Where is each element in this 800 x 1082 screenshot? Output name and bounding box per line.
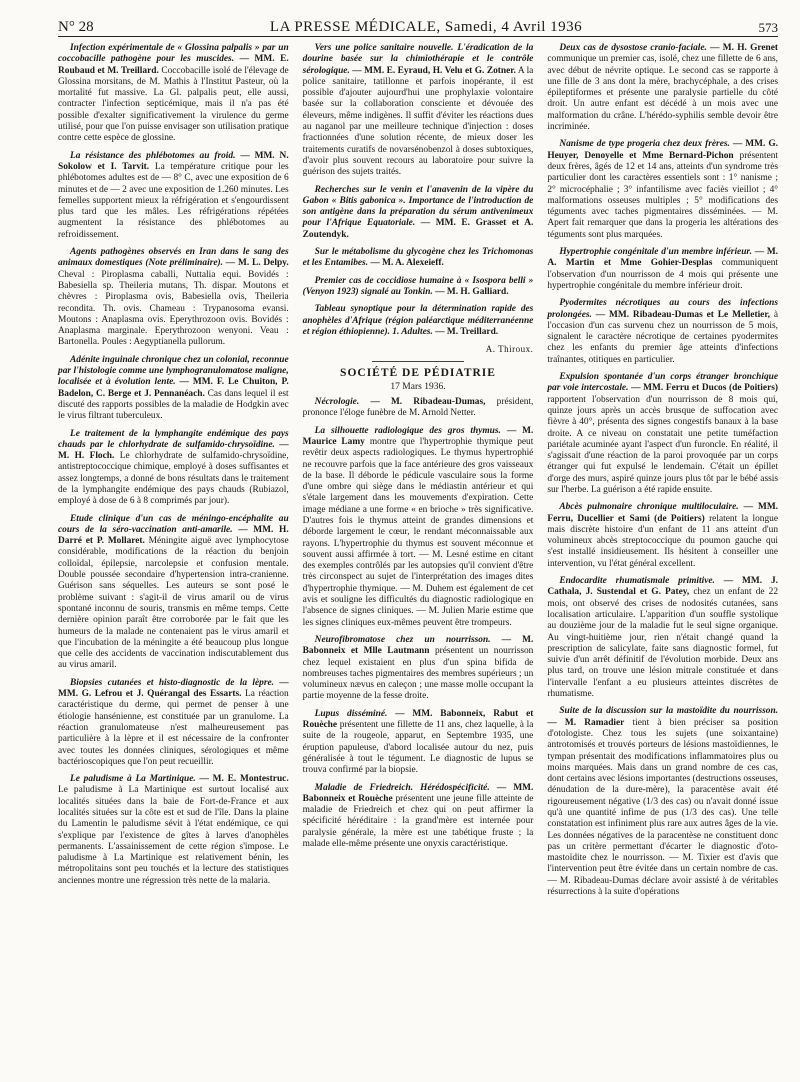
- article: [303, 247, 534, 270]
- journal-title: LA PRESSE MÉDICALE, Samedi, 4 Avril 1936: [269, 19, 583, 35]
- article: [58, 774, 289, 887]
- article-title: Adénite inguinale chronique chez un colonial, reconnue par l'histologie comme une lymphogranulomatose maligne, localisée et à évolution lente.: [58, 354, 289, 388]
- article-title: Agents pathogènes observés en Iran dans le sang des animaux domestiques (Note préliminaire).: [58, 247, 289, 269]
- article-paragraph: [58, 678, 289, 768]
- article: [303, 635, 534, 703]
- article-paragraph: [303, 43, 534, 179]
- article-body: tient à bien préciser sa position d'otologiste. Chez tous les sujets (une soixantaine) antrotomisés et trouvés porteurs de lésions mastoïdiennes, le tympan présentait des modifications inflammatoires plus ou moins marquées. Mais dans un grand nombre de ces cas, dont certains avec lésions importantes (destructions osseuses, dénudation de la dure-mère), la paracentèse avait été rigoureusement négative (1/3 des cas) ou n'avait donné issue qu'à une quantité infime de pus (1/3 des cas). Une telle constatation est infiniment plus rare aux autres âges de la vie. Les données négatives de la paracentèse ne constituent donc pas un critère permettant d'écarter le diagnostic d'oto-mastoïdite chez le nourrisson. — M. Tixier est d'avis que l'intervention peut être évitée dans un certain nombre de cas. — M. Ribadeau-Dumas déclare avoir assisté à de véritables résurrections à la suite d'opérations: [547, 717, 779, 898]
- article-authors: — MM. F. Le Chuiton, P. Badelon, C. Berge et J. Pennanéach.: [58, 377, 289, 399]
- article-body: communiquent l'observation d'un nourrisson de 4 mois qui présente une hypertrophie congénitale du membre inférieur droit.: [547, 258, 779, 291]
- article-authors: — M. L. Delpy.: [225, 258, 289, 269]
- article-body: Le chlorhydrate de sulfamido-chrysoïdine, antistreptococcique chimique, employé à doses suffisantes et assez longtemps, a donné de bons résultats dans le traitement de la lymphangite endémique des pays chauds (Rubiazol, employé à dose de 6 à 8 comprimés par jour).: [58, 451, 289, 507]
- article: [547, 502, 778, 570]
- article-authors: — MM. G. Lefrou et J. Quérangal des Essarts.: [58, 677, 289, 700]
- article-paragraph: [303, 783, 534, 851]
- article-title: Le traitement de la lymphangite endémique des pays chauds par le chlorhydrate de sulfamido-chrysoïdine.: [58, 428, 289, 450]
- article-title: Recherches sur le venin et l'anavenin de la vipère du Gabon « Bitis gabonica ». Importance de l'introduction de son antigène dans la préparation du sérum antivenimeux pour l'Afrique Equatoriale.: [302, 184, 534, 229]
- article-authors: — M. A. Alexeieff.: [370, 258, 444, 269]
- article-body: à l'occasion d'un cas survenu chez un nourrisson de 5 mois, signalent le caractère nécrotique de certaines pyodermites chez les enfants du premier âge atteints d'infections traînantes, otitiques en particulier.: [547, 309, 779, 365]
- column-3: [547, 43, 778, 904]
- article-body: montre que l'hypertrophie thymique peut revêtir deux aspects radiologiques. Le thymus hypertrophié ne recouvre parfois que la face antérieure des gros vaisseaux de la base. Il déborde le pédicule vasculaire sous la forme d'une ombre qui siège dans le médiastin antérieur et qui s'étale largement dans les mouvements d'expiration. Cette image médiane a une forme « en brioche » très significative. D'autres fois le thymus atteint de grandes dimensions et déborde largement le cœur, le rendant méconnaissable aux rayons. L'hypertrophie du thymus est souvent méconnue et souvent aussi affirmée à tort. — M. Lesné estime en citant des exemples contrôlés par les autopsies qu'il convient d'être très circonspect au sujet de l'interprétation des images dites d'hypertrophie thymique. — M. Duhem est également de cet avis et souligne les difficultés du diagnostic radiologique en l'absence de signes cliniques. — M. Julien Marie estime que les signes cliniques eux-mêmes peuvent être trompeurs.: [302, 436, 534, 628]
- article: [58, 355, 289, 423]
- article-title: Expulsion spontanée d'un corps étranger bronchique par voie intercostale.: [547, 372, 779, 394]
- article-authors: — MM. E. Eyraud, H. Velu et G. Zotner.: [352, 65, 516, 76]
- article-authors: — M. A. Martin et Mme Gohier-Desplas: [547, 247, 779, 269]
- article-title: La résistance des phlébotomes au froid.: [70, 150, 236, 161]
- article-body: présentent un nourrisson chez lequel existaient en plus d'un spina bifida de nombreuses taches pigmentaires des membres supérieurs ; un volumineux nævus en caleçon ; une masse molle occupant la partie moyenne de la fesse droite.: [302, 646, 534, 702]
- article-authors: — M. Treillard.: [435, 326, 499, 337]
- article-body: rapportent l'observation d'un nourrisson de 8 mois qui, quinze jours après un accès brusque de suffocation avec fièvre à 40°, présenta des signes congestifs banaux à la base droite. A ce niveau on constatait une petite tuméfaction pariétale acuminée ayant l'aspect d'un furoncle. En réalité, il s'agissait d'une réaction de la paroi provoquée par un corps étranger qui fut expulsé le lendemain. C'était un épillet d'orge des murs, aspiré quinze jours plus tôt par le bébé assis sur l'herbe. La guérison a été rapide ensuite.: [547, 394, 779, 495]
- article-body: Coccobacille isolé de l'élevage de Glossina morsitans, de M. Mathis à l'Institut Pasteur, où la mortalité fut massive. La Gl. palpalis peut, elle aussi, contracter l'infection septicémique, mais il n'a pas été possible d'exalter significativement la virulence du germe utilisé, pour que l'on puisse envisager son utilisation pratique contre cette espèce de glossine.: [58, 65, 289, 144]
- article: [58, 247, 289, 349]
- article-paragraph: [547, 576, 778, 700]
- article-title: Neurofibromatose chez un nourrisson.: [314, 634, 491, 645]
- article-title: Le paludisme à La Martinique.: [70, 774, 196, 785]
- article-title: Suite de la discussion sur la mastoïdite du nourrisson.: [559, 706, 779, 717]
- article-body: Cheval : Piroplasma caballi, Nuttalia equi. Bovidés : Babesiella sp. Theileria mutans, Th. dispar. Moutons et chèvres : Piroplasma ovis, Babesiella ovis, Theileria recondita. Th. ovis. Chameau : Trypanosoma evansi. Moutons : Anaplasma ovis. Eperythrozoon ovis. Bovidés : Anaplasma marginale. Eperythrozoon wenyoni. Veau : Bartonella. Poules : Aegyptianella pullorum.: [58, 269, 289, 348]
- article-authors: — M. H. Floch.: [58, 439, 289, 462]
- article: [547, 139, 778, 241]
- article: [303, 185, 534, 241]
- article-paragraph: [303, 247, 534, 270]
- article: [58, 429, 289, 508]
- article-body: président, prononce l'éloge funèbre de M. Arnold Netter.: [302, 397, 534, 419]
- article-title: Biopsies cutanées et histo-diagnostic de la lèpre.: [70, 677, 274, 688]
- article-authors: — MM. Babonneix et Rouèche: [302, 782, 534, 804]
- article-paragraph: [547, 372, 778, 496]
- article-body: communique un premier cas, isolé, chez une fillette de 6 ans, avec début de névrite optique. Le second cas se rapporte à une fille de 3 ans dont la mère, brachycéphale, a des crises épileptiformes et présente une paralysie partielle du côté droit. Un autre enfant est décédé à un mois avec une malformation du crâne. L'hérédo-syphilis semble devoir être incriminée.: [547, 54, 779, 133]
- article-body: La réaction caractéristique du derme, qui permet de penser à une étiologie hansénienne, est constituée par un granulome. La réaction granulomateuse n'est malheureusement pas particulière à la lèpre et il est nécessaire de la confronter avec toutes les données cliniques, sérologiques et même bactérioscopiques que l'on peut recueillir.: [58, 689, 289, 767]
- article-authors: — MM. Ferru et Ducos (de Poitiers): [631, 383, 779, 394]
- article-paragraph: [547, 706, 778, 898]
- article-authors: — MM. Ferru, Ducellier et Sami (de Poitiers): [547, 502, 779, 524]
- article-paragraph: [58, 429, 289, 508]
- article-paragraph: [547, 298, 778, 366]
- article-authors: — M. E. Montestruc.: [199, 774, 289, 785]
- article-authors: — M. H. Grenet: [710, 43, 779, 53]
- article-paragraph: [303, 709, 534, 777]
- article-authors: — M. Maurice Lamy: [302, 425, 534, 447]
- article-title: Maladie de Friedreich. Hérédospécificité.: [314, 782, 490, 793]
- article: [303, 397, 534, 420]
- article: [303, 783, 534, 851]
- article: [547, 372, 778, 496]
- article-authors: — MM. E. Roubaud et M. Treillard.: [58, 54, 289, 76]
- article-paragraph: [303, 635, 534, 703]
- article: [303, 304, 534, 338]
- article-authors: — MM. Babonneix, Rabut et Rouèche: [302, 708, 534, 731]
- article-title: Nécrologie.: [314, 397, 360, 408]
- article: [547, 576, 778, 700]
- article-title: Vers une police sanitaire nouvelle. L'éradication de la dourine basée sur la chimiothérapie et le contrôle sérologique.: [302, 43, 534, 76]
- article-title: Infection expérimentale de « Glossina palpalis » par un coccobacille pathogène pour les muscides.: [58, 43, 289, 65]
- section-title: SOCIÉTÉ DE PÉDIATRIE: [340, 367, 496, 380]
- article: [303, 709, 534, 777]
- article-body: présentent une jeune fille atteinte de maladie de Friedreich et chez qui on peut affirmer la spécificité héréditaire : la grand'mère est internée pour paralysie générale, la mère est une tabétique fruste ; la malade elle-même présente une onyxis caractéristique.: [302, 793, 534, 849]
- article-authors: — M. Babonneix et Mlle Lautmann: [302, 634, 534, 657]
- article: [547, 706, 778, 898]
- article-body: Le paludisme à La Martinique est surtout localisé aux localités situées dans la baie de Fort-de-France et aux localités situées sur la côte est et sud de l'île. Dans la plaine du Lamentin le paludisme sévit à l'état endémique, ce qui s'explique par l'existence de gîtes à larves d'anophèles permanents. L'assainissement de cette région s'impose. Le paludisme à La Martinique est relativement bénin, les métropolitains sont peu touchés et la lecture des statistiques anciennes montre une régression très nette de la malaria.: [58, 785, 289, 886]
- divider: [372, 361, 464, 362]
- article-paragraph: [547, 502, 778, 570]
- article-title: Endocardite rhumatismale primitive.: [559, 576, 715, 587]
- text-columns: [58, 43, 778, 904]
- article-title: Deux cas de dysostose cranio-faciale.: [559, 43, 707, 53]
- article-body: présentent une fillette de 11 ans, chez laquelle, à la suite de la rougeole, apparut, en Septembre 1935, une éruption papuleuse, d'abord localisée autour du nez, puis généralisée à tout le tégument. Le diagnostic de lupus se trouva confirmé par la biopsie.: [302, 720, 534, 776]
- issue-number: N° 28: [58, 19, 94, 35]
- article-title: Tableau synoptique pour la détermination rapide des anophèles d'Afrique (région paléarctique méditerranéenne et région éthiopienne). 1. Adultes.: [302, 304, 534, 337]
- article: [58, 678, 289, 768]
- article: [303, 276, 534, 299]
- article-authors: — MM. E. Grasset et A. Zoutendyk.: [302, 218, 534, 240]
- article-authors: — MM. N. Sokolow et I. Tarvit.: [58, 150, 289, 172]
- article-body: chez un enfant de 22 mois, ont observé des crises de nodosités cutanées, sans localisation articulaire. L'apparition d'un souffle systolique au douzième jour de la maladie fut le seul signe organique. Au vingt-huitième jour, rien n'était changé quand la prescription de salicylate, faite sans diagnostic formel, fut suivie d'un arrêt définitif de l'évolution morbide. Deux ans plus tard, on trouve une lésion mitrale constituée et dans l'intervalle l'enfant a eu plusieurs atteintes discrètes de rhumatisme.: [547, 587, 779, 700]
- article: [303, 426, 534, 629]
- article-paragraph: [58, 43, 289, 145]
- article: [303, 43, 534, 179]
- article: [547, 298, 778, 366]
- article-paragraph: [547, 247, 778, 292]
- article-paragraph: [303, 276, 534, 299]
- article-paragraph: [303, 304, 534, 338]
- article-paragraph: [303, 185, 534, 241]
- article-paragraph: [547, 139, 778, 241]
- article-authors: — MM. Ribadeau-Dumas et Le Melletier,: [595, 309, 770, 320]
- article-body: La température critique pour les phlébotomes adultes est de — 8° C, avec une exposition de 6 minutes et de — 2 avec une exposition de 1.260 minutes. Les femelles supportent mieux la réfrigération et s'engourdissent plus tard que les mâles. Les réfrigérations répétées augmentent la résistance des phlébotomes au refroidissement.: [58, 161, 289, 240]
- article-paragraph: [58, 151, 289, 241]
- article-body: relatent la longue mais discrète histoire d'un enfant de 11 ans atteint d'un volumineux abcès streptococcique du poumon gauche qui s'est installé insidieusement. Ils hésitent à conseiller une intervention, vu l'état général excellent.: [547, 513, 779, 569]
- article-title: Etude clinique d'un cas de méningo-encéphalite au cours de la séro-vaccination anti-amarile.: [58, 513, 289, 535]
- article-authors: — M. Ramadier: [547, 717, 625, 728]
- article-paragraph: [547, 43, 778, 133]
- section-date: 17 Mars 1936.: [390, 381, 446, 392]
- page-number: 573: [758, 20, 778, 35]
- article-title: Hypertrophie congénitale d'un membre inférieur.: [559, 247, 752, 258]
- article-paragraph: [58, 355, 289, 423]
- article: [547, 43, 778, 133]
- article-body: Méningite aiguë avec lymphocytose considérable, modifications de la réaction du benjoin colloïdal, épilepsie, narcolepsie et confusion mentale. Double poussée secondaire d'hypertension intra-cranienne. Guérison sans séquelles. Les auteurs se sont posé le problème suivant : s'agit-il de virus amaril ou de virus spontané inconnu de souris, transmis en même temps. Cette dernière opinion paraît être corroborée par le fait que les humeurs de la malade ne contenaient pas le virus amaril et que l'incubation de la méningite a été beaucoup plus longue que celle des accidents de vaccination indiscutablement dus au virus amaril.: [58, 536, 289, 671]
- article-body: A la police sanitaire, tatillonne et parfois inopérante, il est possible d'ajouter aujourd'hui une prophylaxie volontaire basée sur la collaboration consciente et dévouée des éleveurs, même indigènes. Il suffit d'éviter les réactions dues au naganol par une meilleure technique d'injection : doses fractionnées d'une solution récente, de mieux doser les traitements curatifs de novarsénobenzol à doses subtoxiques, d'avoir plus souvent recours au laboratoire pour suivre la guérison des sujets traités.: [302, 65, 534, 178]
- article-authors: — MM. G. Heuyer, Denoyelle et Mme Bernard-Pichon: [547, 139, 779, 161]
- article: [58, 514, 289, 672]
- article-paragraph: [58, 774, 289, 887]
- signature: A. Thiroux.: [485, 344, 534, 355]
- article-paragraph: [58, 514, 289, 672]
- article-title: Sur le métabolisme du glycogène chez les Trichomonas et les Entamibes.: [302, 247, 534, 269]
- article-body: Cas dans lequel il est discuté des rapports possibles de la maladie de Hodgkin avec le virus filtrant tuberculeux.: [58, 388, 289, 422]
- article-paragraph: [303, 426, 534, 629]
- article-authors: — MM. J. Cathala, J. Sustendal et G. Patey,: [547, 576, 779, 598]
- article-title: La silhouette radiologique des gros thymus.: [314, 425, 501, 436]
- article-paragraph: [58, 247, 289, 349]
- article-title: Abcès pulmonaire chronique multiloculaire.: [559, 502, 739, 513]
- page-header: [58, 10, 778, 37]
- article: [547, 247, 778, 292]
- article-authors: — M. Ribadeau-Dumas,: [370, 397, 486, 408]
- article-body: présentent deux frères, âgés de 12 et 14 ans, atteints d'un syndrome très particulier dont les caractères essentiels sont : 1° nanisme ; 2° microcéphalie ; 3° infantilisme avec faciès vieillot ; 4° malformations osseuses multiples ; 5° modifications des téguments avec taches pigmentaires disséminées. — M. Apert fait remarquer que dans la progeria les altérations des téguments sont plus marquées.: [547, 150, 779, 240]
- article-authors: — M. H. Galliard.: [435, 286, 509, 297]
- article-authors: — MM. H. Darré et P. Mollaret.: [58, 524, 289, 547]
- column-1: [58, 43, 289, 904]
- article-title: Premier cas de coccidiose humaine à « Isospora belli » (Venyon 1923) signalé au Tonkin.: [302, 275, 534, 297]
- article-title: Lupus disséminé.: [314, 708, 388, 719]
- article: [58, 151, 289, 241]
- article-title: Nanisme de type progeria chez deux frères.: [559, 139, 730, 150]
- article-title: Pyodermites nécrotiques au cours des infections prolongées.: [547, 298, 779, 320]
- column-2: [303, 43, 534, 904]
- article: [58, 43, 289, 145]
- article-paragraph: [303, 397, 534, 420]
